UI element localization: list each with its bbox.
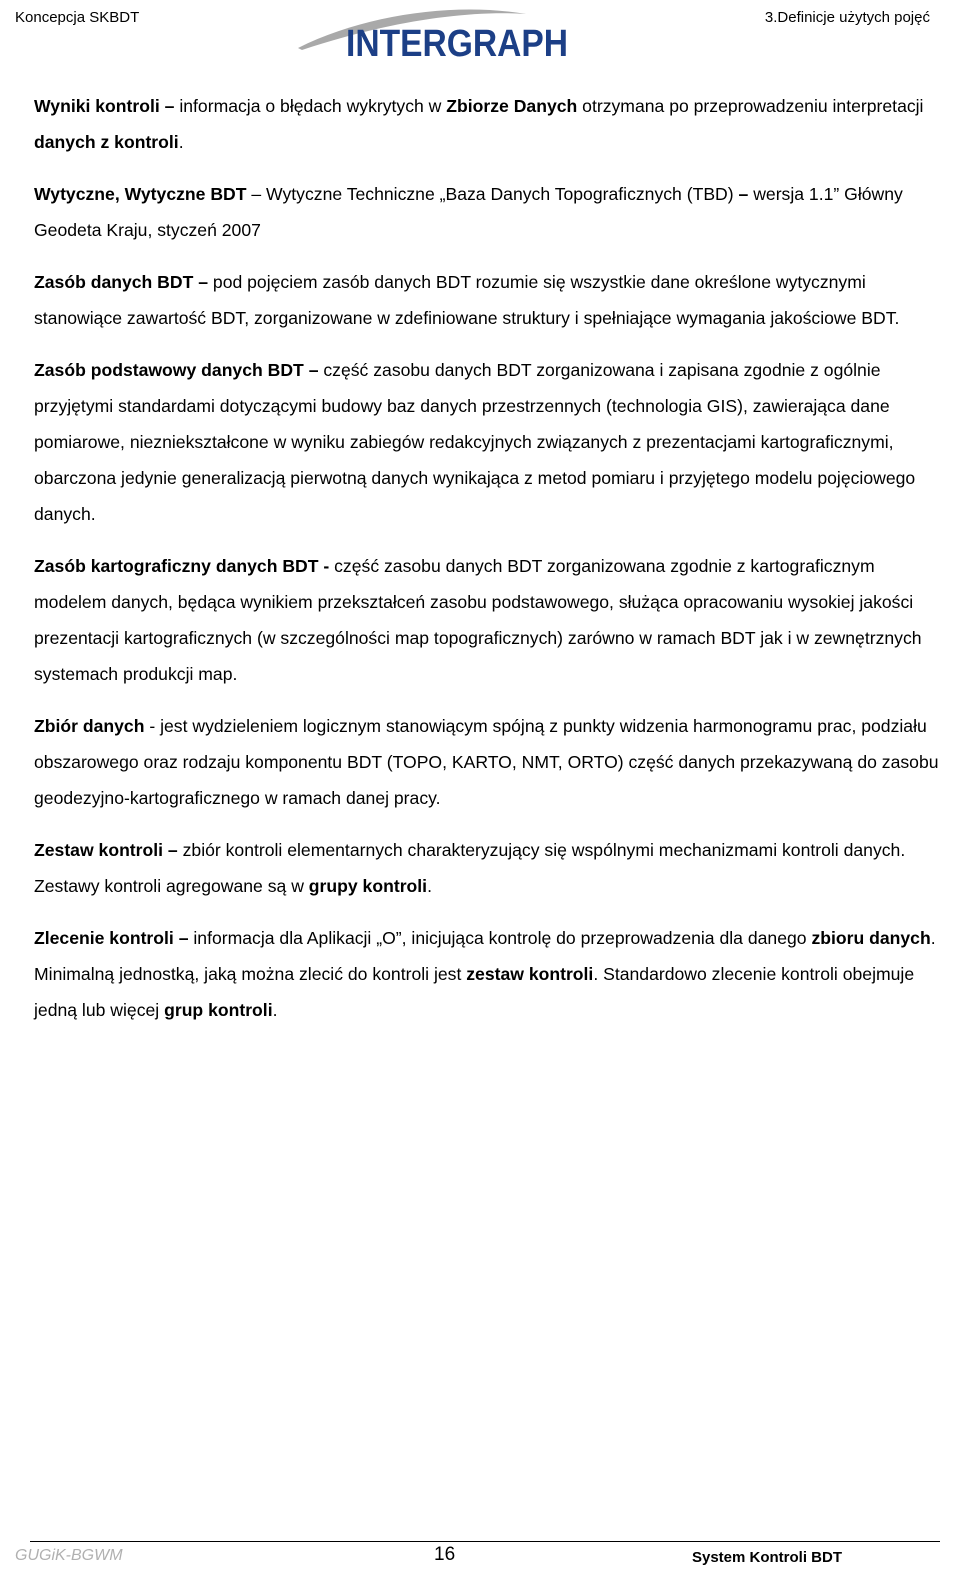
definition-term: – (738, 184, 749, 204)
header-document-title: Koncepcja SKBDT (15, 9, 140, 26)
definition-paragraph (34, 352, 948, 532)
footer-divider (30, 1541, 940, 1542)
definition-term: zbioru danych (811, 928, 931, 948)
definition-text: część zasobu danych BDT zorganizowana zgodnie z kartograficznym modelem danych, będąca wynikiem przekształceń zasobu podstawowego, służąca opracowaniu wysokiej jakości prezentacji kartograficznych (w szczególności map topograficznych) zarówno w ramach BDT jak i w zewnętrznych systemach produkcji map. (34, 556, 922, 684)
definition-term: Zbiorze Danych (446, 96, 578, 116)
definition-paragraph (34, 88, 948, 160)
definition-term: Zestaw kontroli – (34, 840, 178, 860)
definition-text: - jest wydzieleniem logicznym stanowiącym spójną z punkty widzenia harmonogramu prac, podziału obszarowego oraz rodzaju komponentu BDT (TOPO, KARTO, NMT, ORTO) część danych przekazywaną do zasobu geodezyjno-kartograficznego w ramach danej pracy. (34, 716, 939, 808)
definition-text: . Minimalną jednostką, jaką można zlecić do kontroli jest (34, 928, 936, 984)
definition-text: otrzymana po przeprowadzeniu interpretacji (577, 96, 924, 116)
definition-paragraph (34, 264, 948, 336)
definition-term: Zbiór danych (34, 716, 145, 736)
definition-text: zbiór kontroli elementarnych charakteryzujący się wspólnymi mechanizmami kontroli danych. Zestawy kontroli agregowane są w (34, 840, 906, 896)
definition-term: Wytyczne, Wytyczne BDT (34, 184, 247, 204)
footer-organization: GUGiK-BGWM (15, 1547, 123, 1564)
logo-wordmark: INTERGRAPH (346, 23, 568, 62)
definition-paragraph (34, 832, 948, 904)
definition-term: grupy kontroli (308, 876, 428, 896)
definition-paragraph (34, 708, 948, 816)
definitions-content (34, 88, 948, 1044)
definition-term: grup kontroli (164, 1000, 273, 1020)
definition-text: pod pojęciem zasób danych BDT rozumie się wszystkie dane określone wytycznymi stanowiące zawartość BDT, zorganizowane w zdefiniowane struktury i spełniające wymagania jakościowe BDT. (34, 272, 900, 328)
definition-term: zestaw kontroli (466, 964, 594, 984)
definition-text: wersja 1.1” Główny Geodeta Kraju, styczeń 2007 (34, 184, 903, 240)
header-section-title: 3.Definicje użytych pojęć (764, 9, 930, 26)
definition-text: . (178, 132, 184, 152)
definition-term: Zasób podstawowy danych BDT – (34, 360, 319, 380)
definition-term: Zasób kartograficzny danych BDT - (34, 556, 330, 576)
definition-term: Zlecenie kontroli – (34, 928, 189, 948)
definition-paragraph (34, 548, 948, 692)
definition-text: . (427, 876, 432, 896)
page-number: 16 (434, 1544, 456, 1565)
definition-text: informacja o błędach wykrytych w (174, 96, 447, 116)
footer-system-name: System Kontroli BDT (691, 1549, 842, 1566)
intergraph-logo (296, 4, 576, 62)
definition-text: . (272, 1000, 278, 1020)
definition-text: . Standardowo zlecenie kontroli obejmuje jedną lub więcej (34, 964, 915, 1020)
definition-term: Zasób danych BDT – (34, 272, 209, 292)
definition-paragraph (34, 920, 948, 1028)
definition-text: informacja dla Aplikacji „O”, inicjująca kontrolę do przeprowadzenia dla danego (188, 928, 812, 948)
definition-text: część zasobu danych BDT zorganizowana i zapisana zgodnie z ogólnie przyjętymi standardami dotyczącymi budowy baz danych przestrzennych (technologia GIS), zawierająca dane pomiarowe, niezniekształcone w wyniku zabiegów redakcyjnych związanych z prezentacjami kartograficznymi, obarczona jedynie generalizacją pierwotną danych wynikająca z metod pomiaru i przyjętego modelu pojęciowego danych. (34, 360, 916, 524)
definition-term: danych z kontroli (34, 132, 179, 152)
definition-term: Wyniki kontroli – (34, 96, 175, 116)
definition-text: – Wytyczne Techniczne „Baza Danych Topograficznych (TBD) (246, 184, 739, 204)
definition-paragraph (34, 176, 948, 248)
